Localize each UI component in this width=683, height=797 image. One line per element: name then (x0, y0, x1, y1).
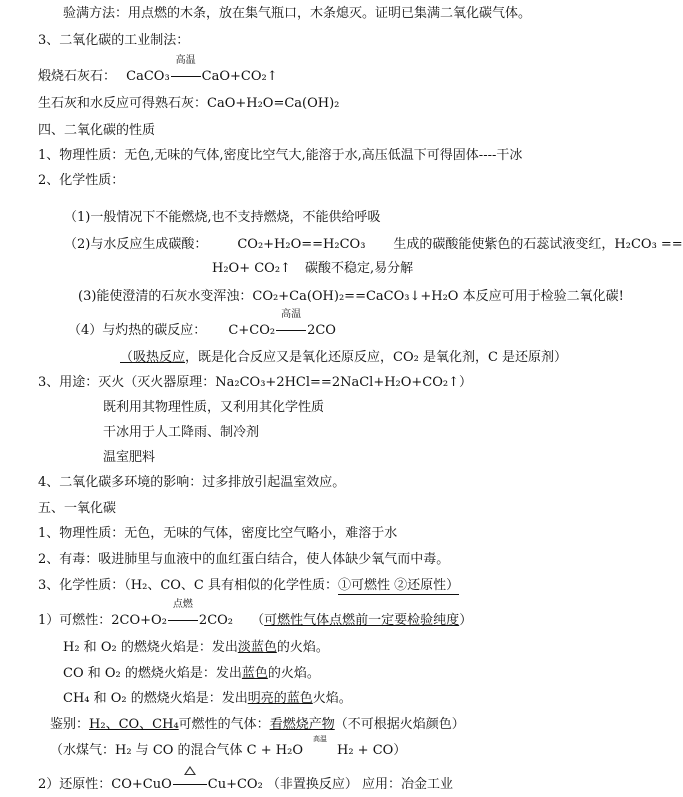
text-label: 碳酸不稳定,易分解 (304, 261, 414, 276)
text-label: CH₄ 和 O₂ 的燃烧火焰是：发出 (63, 691, 248, 706)
text-label: ） (459, 613, 473, 628)
text-line: 4、二氧化碳多环境的影响：过多排放引起温室效应。 (38, 475, 346, 490)
text-line (50, 716, 465, 734)
equation-reactant: CO+CuO (111, 777, 172, 792)
text-line (64, 236, 683, 254)
text-label: ①可燃性 ②还原性） (338, 578, 460, 593)
section-heading: 3、二氧化碳的工业制法： (38, 33, 190, 48)
text-line: 生石灰和水反应可得熟石灰：CaO+H₂O=Ca(OH)₂ (38, 96, 340, 111)
text-line: (3)能使澄清的石灰水变浑浊：CO₂+Ca(OH)₂==CaCO₃↓+H₂O 本反应可用于检验二氧化碳! (78, 289, 624, 304)
section-heading: 四、二氧化碳的性质 (38, 123, 156, 138)
equation-product: 2CO (307, 323, 336, 338)
text-label: H₂、CO、CH₄ (89, 717, 179, 732)
text-label: Cu+CO₂ （非置换反应） 应用：冶金工业 (207, 777, 454, 792)
reaction-condition (276, 309, 306, 340)
text-label: （水煤气：H₂ 与 CO 的混合气体 C + H₂O (50, 743, 303, 758)
text-line: 干冰用于人工降雨、制冷剂 (103, 425, 260, 440)
triangle-heat-icon (184, 766, 196, 775)
text-label: H₂ 和 O₂ 的燃烧火焰是：发出 (63, 640, 238, 655)
equation-carbon (68, 309, 336, 340)
text-line (63, 639, 329, 657)
text-label: 1）可燃性： (38, 613, 112, 628)
text-label: 火焰。 (312, 691, 352, 706)
text-label: 2）还原性： (38, 777, 112, 792)
reaction-condition (171, 55, 201, 86)
condition-label: 高温 (281, 309, 302, 320)
text-line (212, 260, 413, 278)
equation-reactant: CaCO₃ (126, 69, 170, 84)
text-label: 3、化学性质：（H₂、CO、C 具有相似的化学性质： (38, 578, 339, 593)
text-label: 可燃性的气体： (178, 717, 270, 732)
equation-product: 2CO₂ (198, 613, 234, 628)
condition-label: 点燃 (172, 599, 193, 610)
section-heading: 五、一氧化碳 (38, 501, 117, 516)
equation: H₂O+ CO₂↑ (212, 261, 291, 276)
text-label: 的火焰。 (267, 666, 320, 681)
text-label: 可燃性气体点燃前一定要检验纯度 (264, 613, 460, 628)
text-line: （1)一般情况下不能燃烧,也不支持燃烧，不能供给呼吸 (64, 210, 381, 225)
text-line (120, 349, 567, 367)
reaction-condition (168, 599, 198, 630)
text-label: 蓝色 (241, 666, 268, 681)
equation-co-burn (38, 599, 473, 630)
text-label: ，既是化合反应又是氧化还原反应，CO₂ 是氧化剂，C 是还原剂） (185, 350, 568, 365)
text-label: 煅烧石灰石： (38, 69, 117, 84)
text-label: （吸热反应 (120, 350, 186, 365)
text-line: 2、化学性质： (38, 173, 125, 188)
text-label: （4）与灼热的碳反应： (68, 323, 207, 338)
text-line: 3、用途：灭火（灭火器原理：Na₂CO₃+2HCl==2NaCl+H₂O+CO₂↑） (38, 375, 473, 390)
text-line: 1、物理性质：无色,无味的气体,密度比空气大,能溶于水,高压低温下可得固体----干冰 (38, 148, 523, 163)
text-line: 2、有毒：吸进肺里与血液中的血红蛋白结合，使人体缺少氧气而中毒。 (38, 552, 450, 567)
condition-label: 高温 (175, 55, 196, 66)
text-label: 鉴别： (50, 717, 90, 732)
text-label: 的火焰。 (276, 640, 329, 655)
condition-label: 高温 (313, 735, 327, 743)
equation-limestone (38, 55, 278, 86)
text-line (38, 577, 459, 595)
equation-reactant: 2CO+O₂ (111, 613, 167, 628)
text-line (63, 690, 352, 708)
heating-condition (173, 776, 207, 794)
text-label: CO 和 O₂ 的燃烧火焰是：发出 (63, 666, 242, 681)
text-line: 验满方法：用点燃的木条，放在集气瓶口，木条熄灭。证明已集满二氧化碳气体。 (63, 6, 532, 21)
text-label: （2)与水反应生成碳酸： (64, 237, 208, 252)
text-line (63, 665, 320, 683)
reaction-condition (309, 735, 331, 760)
text-line: 既利用其物理性质，又利用其化学性质 (103, 400, 325, 415)
text-label: 明亮的蓝色 (247, 691, 313, 706)
text-label: 生成的碳酸能使紫色的石蕊试液变红，H₂CO₃ == (393, 237, 683, 252)
text-label: 淡蓝色 (237, 640, 277, 655)
text-line: 1、物理性质：无色，无味的气体，密度比空气略小，难溶于水 (38, 526, 398, 541)
text-label: （ (251, 613, 265, 628)
equation: CO₂+H₂O==H₂CO₃ (237, 237, 366, 252)
text-label: H₂ + CO） (337, 743, 407, 758)
text-line: 温室肥料 (103, 450, 156, 465)
equation-reduction (38, 776, 453, 794)
equation-water-gas (50, 735, 407, 760)
text-label: 看燃烧产物 (269, 717, 335, 732)
equation-product: CaO+CO₂↑ (201, 69, 278, 84)
equation-reactant: C+CO₂ (228, 323, 276, 338)
text-label: （不可根据火焰颜色） (334, 717, 465, 732)
